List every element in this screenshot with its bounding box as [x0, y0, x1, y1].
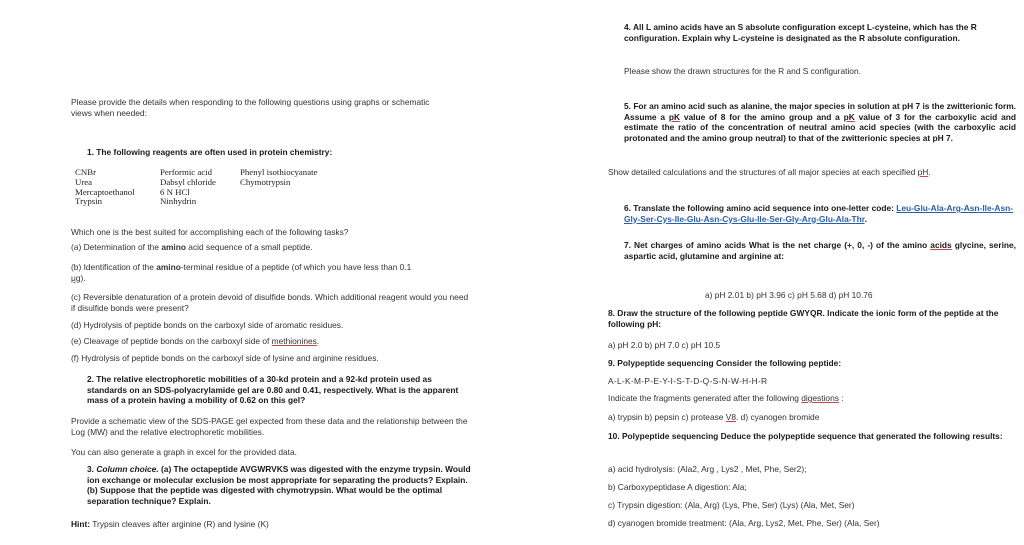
q7-text: 7. Net charges of amino acids What is the net charge (+, 0, -) of the amino acids glycine, serine, aspartic acid, glutamine and arginine at:: [624, 240, 1017, 261]
q5-text: 5. For an amino acid such as alanine, the major species in solution at pH 7 is the zwitterionic form. Assume a pK value of 8 for the amino group and a pK value of 3 for the carboxylic acid and estimate the ratio of the concentration of neutral amino acid species (with the carboxylic acid protonated and the amino group neutral) to that of the zwitterionic species at pH 7.: [624, 101, 1016, 143]
reagent: Dabsyl chloride: [160, 176, 216, 187]
q7-ph-values: a) pH 2.01 b) pH 3.96 c) pH 5.68 d) pH 10.76: [705, 290, 873, 300]
reagent: Ninhydrin: [160, 196, 197, 207]
reagent: CNBr: [75, 167, 97, 177]
q10-text: 10. Polypeptide sequencing Deduce the polypeptide sequence that generated the following results:: [608, 431, 1003, 441]
q1-item-a: (a) Determination of the amino acid sequence of a small peptide.: [71, 242, 313, 252]
q5-note: Show detailed calculations and the structures of all major species at each specified pH.: [608, 167, 931, 177]
reagent: Phenyl isothiocyanate: [240, 167, 318, 177]
intro-text: Please provide the details when responding to the following questions using graphs or schematic views when needed:: [71, 97, 430, 118]
reagent: 6 N HCl: [160, 186, 190, 197]
q10-result-d: d) cyanogen bromide treatment: (Ala, Arg, Lys2, Met, Phe, Ser) (Ala, Ser): [608, 518, 880, 528]
reagent: Urea: [75, 176, 93, 187]
q3-text: 3. Column choice. (a) The octapeptide AVGWRVKS was digested with the enzyme trypsin. Would ion exchange or molecular exclusion be most appropriate for separating the products? Explain. (b) Suppose that the peptide was digested with chymotrypsin. What would be the optimal separation technique? Explain.: [87, 464, 471, 506]
reagent-col-1: [75, 168, 160, 207]
q1-question: Which one is the best suited for accomplishing each of the following tasks?: [71, 227, 349, 237]
q1-item-d: (d) Hydrolysis of peptide bonds on the carboxyl side of aromatic residues.: [71, 320, 344, 330]
q10-result-a: a) acid hydrolysis: (Ala2, Arg , Lys2 , Met, Phe, Ser2);: [608, 464, 807, 474]
q9-enzymes: a) trypsin b) pepsin c) protease V8. d) cyanogen bromide: [608, 412, 820, 422]
q8-text: 8. Draw the structure of the following peptide GWYQR. Indicate the ionic form of the peptide at the following pH:: [608, 308, 999, 329]
q1-item-e: (e) Cleavage of peptide bonds on the carboxyl side of methionines.: [71, 336, 320, 346]
reagent: Chymotrypsin: [240, 176, 291, 187]
q9-sequence: A-L-K-M-P-E-Y-I-S-T-D-Q-S-N-W-H-H-R: [608, 376, 768, 386]
q8-ph-values: a) pH 2.0 b) pH 7.0 c) pH 10.5: [608, 340, 721, 350]
reagent-col-3: [240, 168, 350, 188]
q6-text: 6. Translate the following amino acid sequence into one-letter code: Leu-Glu-Ala-Arg-Asn-Ile-Asn-Gly-Ser-Cys-Ile-Glu-Asn-Cys-Glu-Ile-Ser-Gly-Arg-Glu-Ala-Thr.: [624, 203, 1014, 224]
q9-note: Indicate the fragments generated after the following digestions :: [608, 393, 844, 403]
reagent: Mercaptoethanol: [75, 186, 135, 197]
q2-note-1: Provide a schematic view of the SDS-PAGE gel expected from these data and the relationship between the Log (MW) and the relative electrophoretic mobilities.: [71, 416, 468, 437]
q9-text: 9. Polypeptide sequencing Consider the following peptide:: [608, 358, 842, 368]
q1-title: 1. The following reagents are often used in protein chemistry:: [87, 147, 333, 157]
q4-note: Please show the drawn structures for the R and S configuration.: [624, 66, 861, 76]
q1-item-f: (f) Hydrolysis of peptide bonds on the carboxyl side of lysine and arginine residues.: [71, 353, 379, 363]
q2-text: 2. The relative electrophoretic mobilities of a 30-kd protein and a 92-kd protein used as standards on an SDS-polyacrylamide gel are 0.80 and 0.41, respectively. What is the apparent mass of a protein having a mobility of 0.62 on this gel?: [87, 374, 459, 406]
reagent-col-2: [160, 168, 240, 207]
q2-note-2: You can also generate a graph in excel for the provided data.: [71, 447, 297, 457]
q4-text: 4. All L amino acids have an S absolute configuration except L-cysteine, which has the R configuration. Explain why L-cysteine is designated as the R absolute configuration.: [624, 22, 977, 43]
reagent: Performic acid: [160, 167, 213, 177]
hint-text: Hint: Trypsin cleaves after arginine (R) and lysine (K): [71, 519, 269, 529]
q10-result-c: c) Trypsin digestion: (Ala, Arg) (Lys, Phe, Ser) (Lys) (Ala, Met, Ser): [608, 500, 855, 510]
q1-item-b: (b) Identification of the amino-terminal residue of a peptide (of which you have less than 0.1 μg).: [71, 262, 412, 283]
q1-item-c: (c) Reversible denaturation of a protein devoid of disulfide bonds. Which additional reagent would you need if disulfide bonds were present?: [71, 292, 469, 313]
reagent: Trypsin: [75, 196, 103, 207]
q10-result-b: b) Carboxypeptidase A digestion: Ala;: [608, 482, 747, 492]
